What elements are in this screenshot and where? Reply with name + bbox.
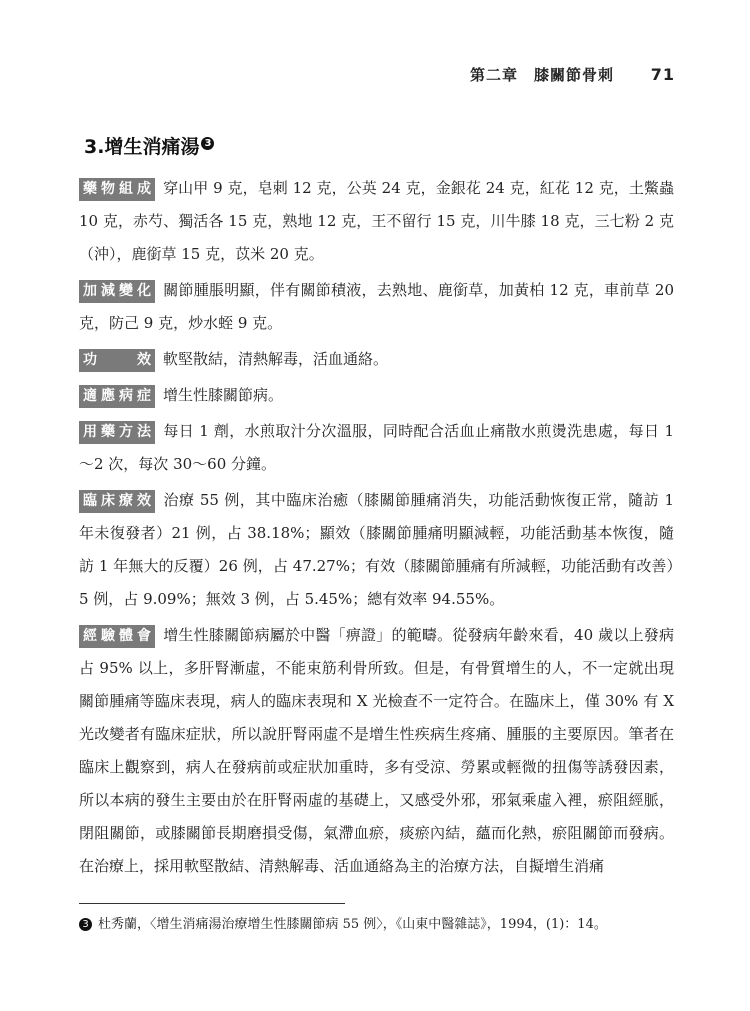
recipe-title xyxy=(84,132,214,159)
recipe-title-text: 3.增生消痛湯 xyxy=(84,136,200,158)
section-indications xyxy=(79,379,674,412)
section-effects xyxy=(79,343,674,376)
section-experience xyxy=(79,619,674,883)
section-label: 加減變化 xyxy=(79,280,155,303)
section-label: 臨床療效 xyxy=(79,490,155,513)
chapter-title: 第二章 膝關節骨刺 xyxy=(470,66,615,84)
recipe-body xyxy=(79,172,674,886)
section-modifications xyxy=(79,274,674,340)
section-usage xyxy=(79,415,674,481)
section-ingredients xyxy=(79,172,674,271)
section-text: 穿山甲 9 克，皂刺 12 克，公英 24 克，金銀花 24 克，紅花 12 克，土鱉蟲 10 克，赤芍、獨活各 15 克，熟地 12 克，王不留行 15 克，川牛膝 18 克，三七粉 2 克（沖），鹿銜草 15 克，苡米 20 克。 xyxy=(79,179,674,263)
section-label: 經驗體會 xyxy=(79,625,155,648)
footnote-text: 杜秀蘭，〈增生消痛湯治療增生性膝關節病 55 例〉，《山東中醫雜誌》，1994，(1)：14。 xyxy=(98,917,607,932)
footnote-reference-mark: 3 xyxy=(201,137,214,150)
footnote xyxy=(79,914,679,936)
section-text: 每日 1 劑，水煎取汁分次溫服，同時配合活血止痛散水煎燙洗患處，每日 1～2 次，每次 30～60 分鐘。 xyxy=(79,422,674,473)
running-header xyxy=(470,64,675,85)
section-text: 增生性膝關節病屬於中醫「痹證」的範疇。從發病年齡來看，40 歲以上發病占 95% 以上，多肝腎漸虛，不能束筋利骨所致。但是，有骨質增生的人，不一定就出現關節腫痛等臨床表現，病人的臨床表現和 X 光檢查不一定符合。在臨床上，僅 30% 有 X 光改變者有臨床症狀，所以說肝腎兩虛不是增生性疾病生疼痛、腫脹的主要原因。筆者在臨床上觀察到，病人在發病前或症狀加重時，多有受涼、勞累或輕微的扭傷等誘發因素，所以本病的發生主要由於在肝腎兩虛的基礎上，又感受外邪，邪氣乘虛入裡，瘀阻經脈，閉阻關節，或膝關節長期磨損受傷，氣滯血瘀，痰瘀內結，蘊而化熱，瘀阻關節而發病。在治療上，採用軟堅散結、清熱解毒、活血通絡為主的治療方法，自擬增生消痛 xyxy=(79,626,674,875)
section-label: 用藥方法 xyxy=(79,421,155,444)
page-number: 71 xyxy=(650,65,675,84)
section-label: 適應病症 xyxy=(79,385,155,408)
section-text: 軟堅散結，清熱解毒，活血通絡。 xyxy=(163,350,389,368)
section-label: 藥物組成 xyxy=(79,178,155,201)
section-clinical-efficacy xyxy=(79,484,674,616)
footnote-mark: 3 xyxy=(79,918,92,931)
footnote-divider xyxy=(79,903,345,904)
section-text: 增生性膝關節病。 xyxy=(163,386,284,404)
section-text: 關節腫脹明顯，伴有關節積液，去熟地、鹿銜草，加黃柏 12 克，車前草 20 克，防己 9 克，炒水蛭 9 克。 xyxy=(79,281,674,332)
section-label: 功效 xyxy=(79,349,155,372)
section-text: 治療 55 例，其中臨床治癒（膝關節腫痛消失，功能活動恢復正常，隨訪 1 年未復發者）21 例，占 38.18%；顯效（膝關節腫痛明顯減輕，功能活動基本恢復，隨訪 1 年無大的反覆）26 例，占 47.27%；有效（膝關節腫痛有所減輕，功能活動有改善）5 例，占 9.09%；無效 3 例，占 5.45%；總有效率 94.55%。 xyxy=(79,491,674,608)
